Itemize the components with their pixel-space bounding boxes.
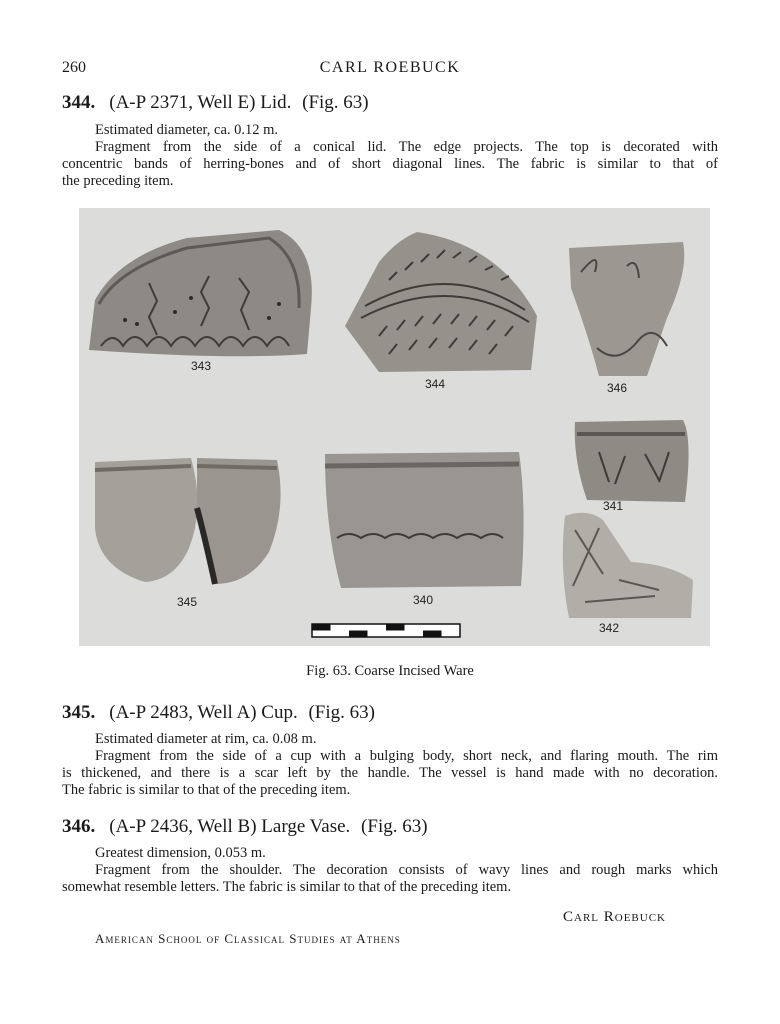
entry-ref: (A-P 2483, Well A) xyxy=(109,702,257,723)
label-341: 341 xyxy=(603,499,624,513)
signature-author: Carl Roebuck xyxy=(563,909,666,925)
entry-345-heading xyxy=(62,702,375,724)
entry-344-text-line: Fragment from the side of a conical lid. The edge projects. The top is decorated with xyxy=(95,139,718,155)
entry-number: 346. xyxy=(62,816,96,837)
sherd-340 xyxy=(325,452,524,588)
entry-345-measure: Estimated diameter at rim, ca. 0.08 m. xyxy=(95,731,317,747)
scale-bar xyxy=(312,624,460,637)
entry-346-text-line: Fragment from the shoulder. The decoration consists of wavy lines and rough marks which xyxy=(95,862,718,878)
entry-ref: (A-P 2371, Well E) xyxy=(109,92,256,113)
label-345: 345 xyxy=(177,595,198,609)
entry-345-text-line: The fabric is similar to that of the preceding item. xyxy=(62,782,351,798)
label-340: 340 xyxy=(413,593,434,607)
running-head: CARL ROEBUCK xyxy=(319,59,461,76)
figure-caption: Fig. 63. Coarse Incised Ware xyxy=(306,663,474,679)
entry-344-measure: Estimated diameter, ca. 0.12 m. xyxy=(95,122,279,138)
entry-number: 345. xyxy=(62,702,96,723)
label-342: 342 xyxy=(599,621,620,635)
figure-63-plate xyxy=(79,208,710,646)
entry-title: Lid. xyxy=(260,92,292,113)
label-344: 344 xyxy=(425,377,446,391)
entry-346-text-line: somewhat resemble letters. The fabric is similar to that of the preceding item. xyxy=(62,879,512,895)
entry-345-text-line: is thickened, and there is a scar left by the handle. The vessel is hand made with no decoration. xyxy=(62,765,718,781)
entry-fig-ref: (Fig. 63) xyxy=(361,816,428,837)
entry-title: Cup. xyxy=(261,702,298,723)
entry-344-heading xyxy=(62,92,369,114)
entry-344-text-line: the preceding item. xyxy=(62,173,174,189)
entry-346-heading xyxy=(62,816,428,838)
entry-fig-ref: (Fig. 63) xyxy=(302,92,369,113)
label-346: 346 xyxy=(607,381,628,395)
signature-institution: American School of Classical Studies at Athens xyxy=(95,931,401,946)
sherd-346 xyxy=(569,242,684,376)
entry-345-text-line: Fragment from the side of a cup with a bulging body, short neck, and flaring mouth. The rim xyxy=(95,748,718,764)
entry-344-text-line: concentric bands of herring-bones and of short diagonal lines. The fabric is similar to that of xyxy=(62,156,718,172)
entry-ref: (A-P 2436, Well B) xyxy=(109,816,257,837)
entry-number: 344. xyxy=(62,92,96,113)
label-343: 343 xyxy=(191,359,212,373)
entry-346-measure: Greatest dimension, 0.053 m. xyxy=(95,845,266,861)
entry-title: Large Vase. xyxy=(261,816,351,837)
figure-63-photo xyxy=(79,208,710,646)
page-number: 260 xyxy=(62,59,86,76)
sherd-345-left xyxy=(95,458,198,582)
entry-fig-ref: (Fig. 63) xyxy=(308,702,375,723)
